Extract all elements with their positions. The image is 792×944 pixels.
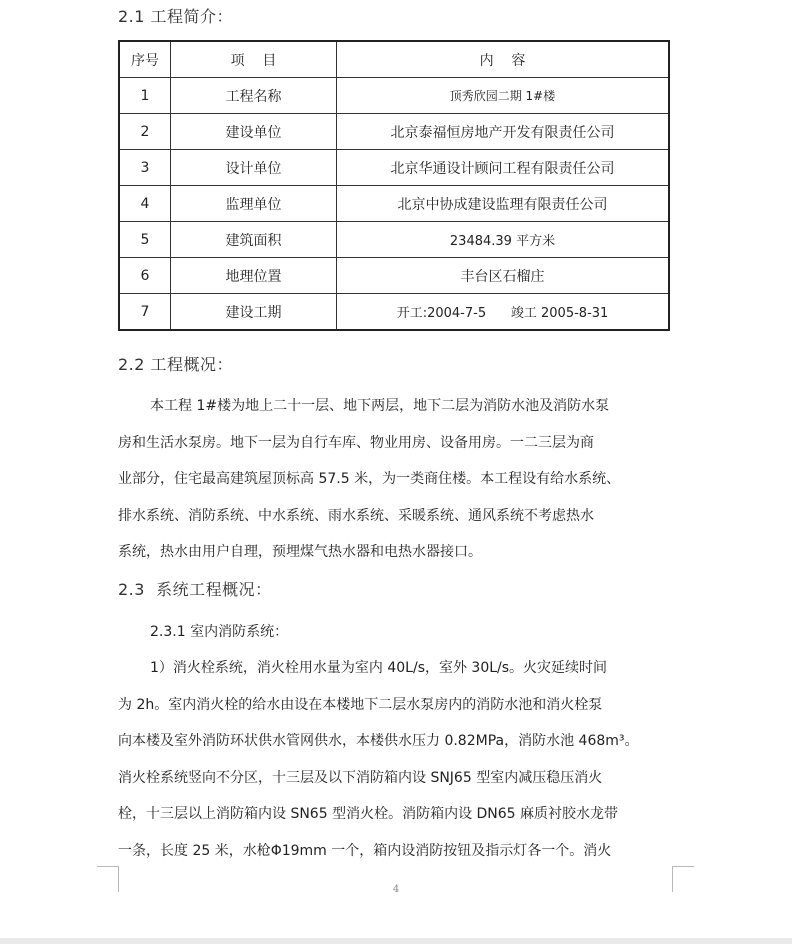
- row-item: 设计单位: [171, 150, 337, 186]
- row-content: 北京华通设计顾问工程有限责任公司: [337, 150, 670, 186]
- paragraph-line: 消火栓系统竖向不分区，十三层及以下消防箱内设 SNJ65 型室内减压稳压消火: [118, 769, 603, 786]
- paragraph-line: 栓，十三层以上消防箱内设 SN65 型消火栓。消防箱内设 DN65 麻质衬胶水龙带: [118, 806, 619, 822]
- margin-mark-left-vertical: [118, 866, 119, 892]
- row-number: 6: [119, 258, 171, 294]
- paragraph-line: 一条，长度 25 米，水枪Φ19mm 一个，箱内设消防按钮及指示灯各一个。消火: [118, 842, 612, 859]
- header-item: 项 目: [171, 41, 337, 78]
- row-content: 开工:2004-7-5 竣工 2005-8-31: [337, 294, 670, 331]
- paragraph-line: 排水系统、消防系统、中水系统、雨水系统、采暖系统、通风系统不考虑热水: [118, 507, 594, 524]
- table-header-row: [119, 41, 669, 78]
- paragraph-line: 1）消火栓系统，消火栓用水量为室内 40L/s，室外 30L/s。火灾延续时间: [150, 660, 608, 676]
- page-number: 4: [392, 884, 400, 895]
- section-heading-2-2: 2.2 工程概况：: [118, 355, 234, 374]
- margin-mark-left-horizontal: [97, 866, 119, 867]
- row-item: 建筑面积: [171, 222, 337, 258]
- table-row: [119, 186, 669, 222]
- table-row: [119, 258, 669, 294]
- row-content: 北京中协成建设监理有限责任公司: [337, 186, 670, 222]
- page-separator: [0, 938, 792, 944]
- table-row: [119, 294, 669, 331]
- row-number: 3: [119, 150, 171, 186]
- paragraph-line: 业部分，住宅最高建筑屋顶标高 57.5 米，为一类商住楼。本工程设有给水系统、: [118, 471, 621, 487]
- paragraph-line: 向本楼及室外消防环状供水管网供水，本楼供水压力 0.82MPa，消防水池 468m³。: [118, 733, 639, 749]
- row-item: 监理单位: [171, 186, 337, 222]
- row-number: 4: [119, 186, 171, 222]
- table-row: [119, 222, 669, 258]
- fire-hydrant-paragraph: [118, 650, 666, 869]
- row-item: 建设工期: [171, 294, 337, 331]
- margin-mark-right-vertical: [672, 866, 673, 892]
- row-number: 1: [119, 78, 171, 114]
- project-info-table: [118, 40, 670, 331]
- table-row: [119, 150, 669, 186]
- row-content: 顶秀欣园二期 1#楼: [337, 78, 670, 114]
- row-number: 5: [119, 222, 171, 258]
- row-number: 2: [119, 114, 171, 150]
- header-content: 内 容: [337, 41, 670, 78]
- section-heading-2-3: 2.3 系统工程概况：: [118, 580, 272, 599]
- row-number: 7: [119, 294, 171, 331]
- paragraph-line: 为 2h。室内消火栓的给水由设在本楼地下二层水泵房内的消防水池和消火栓泵: [118, 696, 603, 713]
- overview-paragraph: [118, 388, 666, 571]
- row-item: 工程名称: [171, 78, 337, 114]
- section-heading-2-1: 2.1 工程简介：: [118, 7, 234, 26]
- row-item: 建设单位: [171, 114, 337, 150]
- paragraph-line: 房和生活水泵房。地下一层为自行车库、物业用房、设备用房。一二三层为商: [118, 434, 594, 451]
- margin-mark-right-horizontal: [672, 866, 694, 867]
- row-item: 地理位置: [171, 258, 337, 294]
- paragraph-line: 系统，热水由用户自理，预埋煤气热水器和电热水器接口。: [118, 544, 482, 560]
- header-number: 序号: [119, 41, 171, 78]
- row-content: 23484.39 平方米: [337, 222, 670, 258]
- row-content: 北京泰福恒房地产开发有限责任公司: [337, 114, 670, 150]
- table-row: [119, 114, 669, 150]
- row-content: 丰台区石榴庄: [337, 258, 670, 294]
- subsection-heading-2-3-1: [118, 614, 666, 651]
- table-row: [119, 78, 669, 114]
- subsection-title: 2.3.1 室内消防系统：: [150, 624, 289, 640]
- paragraph-line: 本工程 1#楼为地上二十一层、地下两层，地下二层为消防水池及消防水泵: [150, 398, 610, 414]
